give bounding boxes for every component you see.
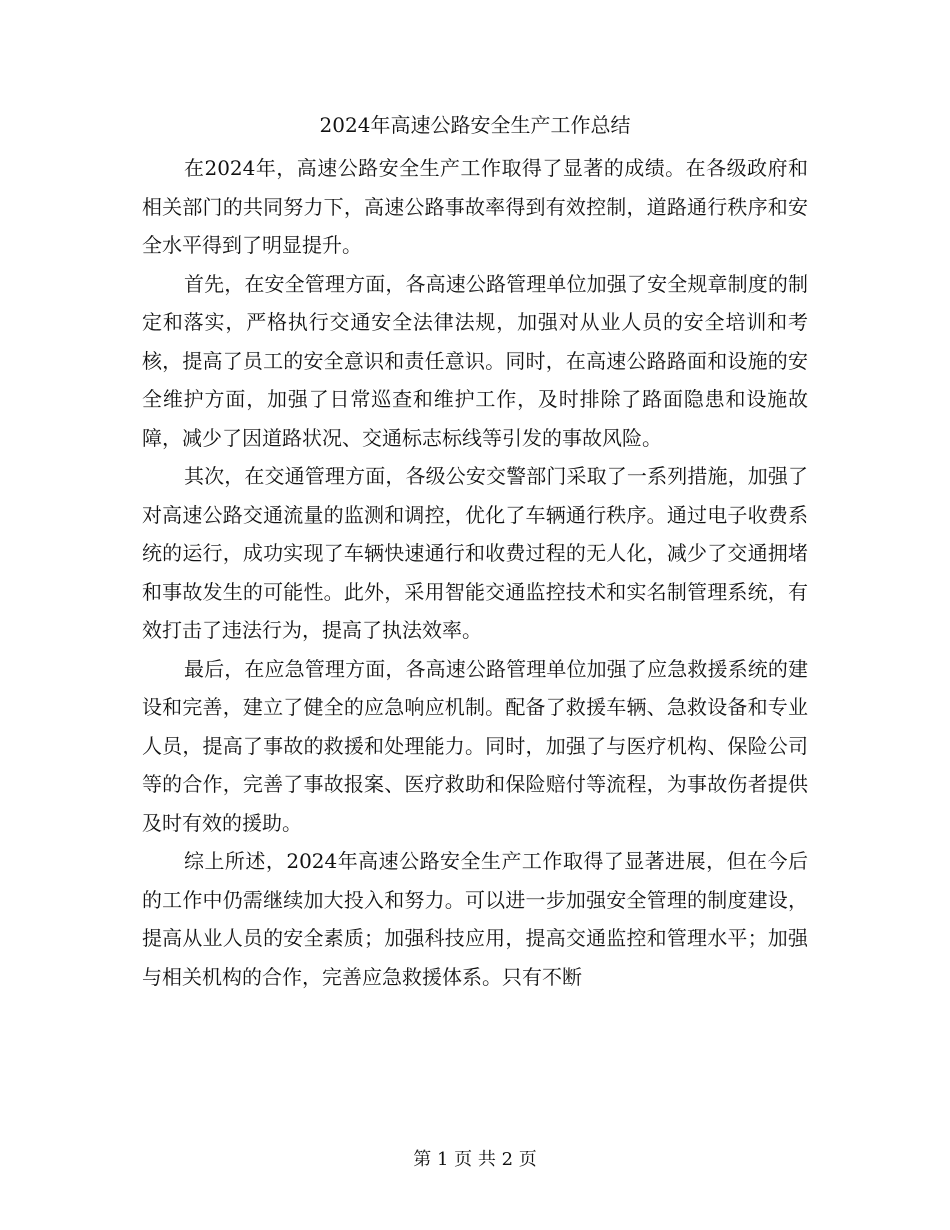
document-body bbox=[142, 149, 808, 996]
paragraph-summary: 综上所述，2024年高速公路安全生产工作取得了显著进展，但在今后的工作中仍需继续加大投入和努力。可以进一步加强安全管理的制度建设，提高从业人员的安全素质；加强科技应用，提高交通监控和管理水平；加强与相关机构的合作，完善应急救援体系。只有不断 bbox=[142, 849, 808, 989]
paragraph-traffic-management: 其次，在交通管理方面，各级公安交警部门采取了一系列措施，加强了对高速公路交通流量的监测和调控，优化了车辆通行秩序。通过电子收费系统的运行，成功实现了车辆快速通行和收费过程的无人化，减少了交通拥堵和事故发生的可能性。此外，采用智能交通监控技术和实名制管理系统，有效打击了违法行为，提高了执法效率。 bbox=[142, 464, 808, 642]
paragraph-emergency-management: 最后，在应急管理方面，各高速公路管理单位加强了应急救援系统的建设和完善，建立了健全的应急响应机制。配备了救援车辆、急救设备和专业人员，提高了事故的救援和处理能力。同时，加强了与医疗机构、保险公司等的合作，完善了事故报案、医疗救助和保险赔付等流程，为事故伤者提供及时有效的援助。 bbox=[142, 656, 808, 835]
page-number-footer: 第 1 页 共 2 页 bbox=[413, 1149, 537, 1170]
paragraph-safety-management: 首先，在安全管理方面，各高速公路管理单位加强了安全规章制度的制定和落实，严格执行交通安全法律法规，加强对从业人员的安全培训和考核，提高了员工的安全意识和责任意识。同时，在高速公路路面和设施的安全维护方面，加强了日常巡查和维护工作，及时排除了路面隐患和设施故障，减少了因道路状况、交通标志标线等引发的事故风险。 bbox=[142, 271, 808, 450]
paragraph-intro: 在2024年，高速公路安全生产工作取得了显著的成绩。在各级政府和相关部门的共同努力下，高速公路事故率得到有效控制，道路通行秩序和安全水平得到了明显提升。 bbox=[142, 156, 808, 257]
document-title: 2024年高速公路安全生产工作总结 bbox=[319, 113, 631, 137]
